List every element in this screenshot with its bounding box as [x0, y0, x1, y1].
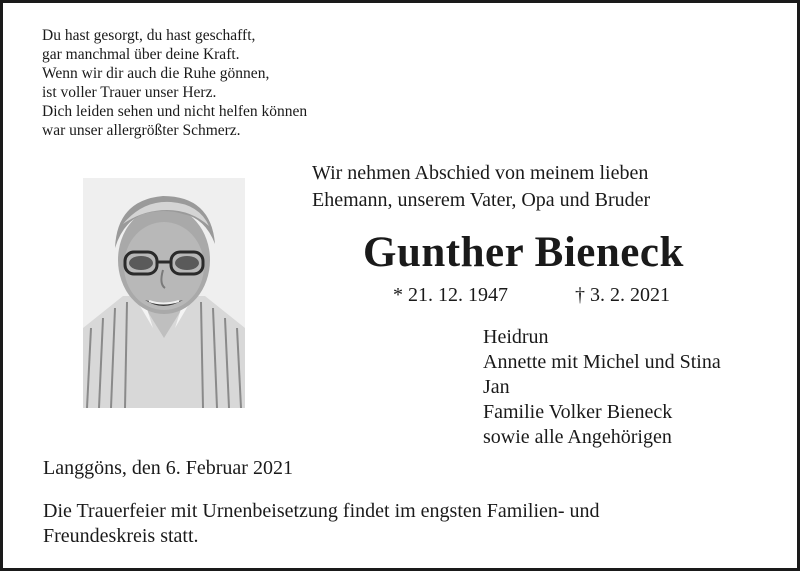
mourner-entry: Annette mit Michel und Stina — [483, 351, 721, 373]
portrait-photo-icon — [83, 178, 245, 408]
portrait-photo — [83, 178, 245, 408]
poem-line: Du hast gesorgt, du hast geschafft, — [42, 27, 256, 44]
mourner-entry: sowie alle Angehörigen — [483, 426, 672, 448]
deceased-name: Gunther Bieneck — [363, 229, 684, 276]
poem-line: Wenn wir dir auch die Ruhe gönnen, — [42, 65, 270, 82]
mourners-list — [483, 325, 721, 450]
farewell-intro — [312, 160, 650, 214]
mourner-entry: Jan — [483, 376, 510, 398]
death-date: † 3. 2. 2021 — [575, 284, 670, 306]
intro-line: Ehemann, unserem Vater, Opa und Bruder — [312, 189, 651, 211]
poem-line: Dich leiden sehen und nicht helfen können — [42, 103, 308, 120]
birth-date: * 21. 12. 1947 — [393, 284, 508, 306]
poem — [42, 26, 307, 140]
place-and-date: Langgöns, den 6. Februar 2021 — [43, 457, 293, 479]
service-notice — [43, 499, 600, 549]
mourner-entry: Familie Volker Bieneck — [483, 401, 673, 423]
poem-line: war unser allergrößter Schmerz. — [42, 122, 241, 139]
poem-line: ist voller Trauer unser Herz. — [42, 84, 217, 101]
notice-line: Freundeskreis statt. — [43, 525, 199, 547]
mourner-entry: Heidrun — [483, 326, 549, 348]
notice-line: Die Trauerfeier mit Urnenbeisetzung findet im engsten Familien- und — [43, 500, 600, 522]
intro-line: Wir nehmen Abschied von meinem lieben — [312, 162, 649, 184]
poem-line: gar manchmal über deine Kraft. — [42, 46, 240, 63]
